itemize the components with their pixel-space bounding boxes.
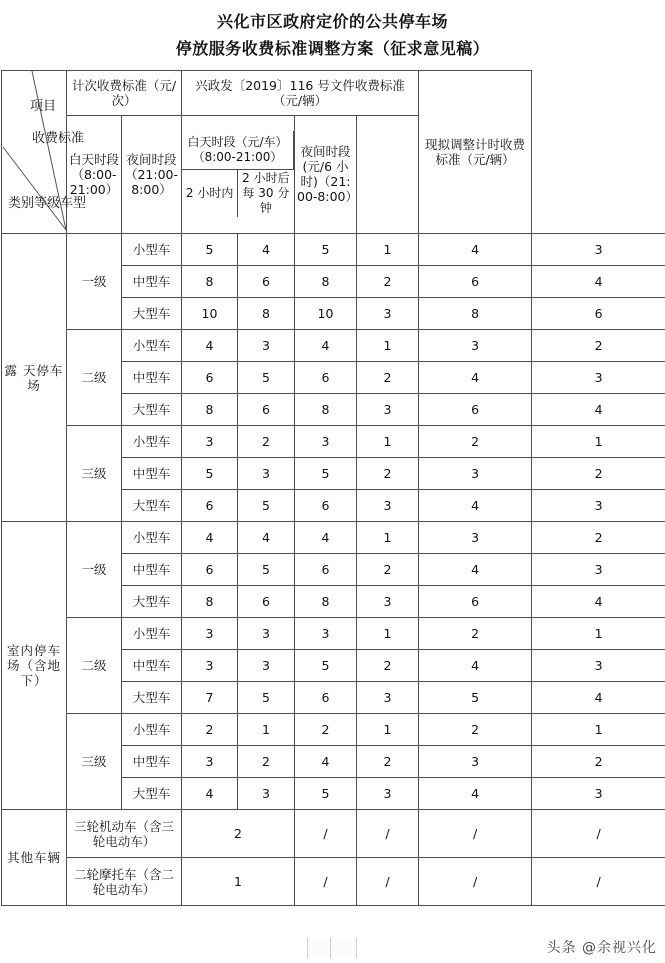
fee-value: 1 <box>532 426 665 458</box>
vehicle-type-label: 三轮机动车（含三轮电动车） <box>67 810 182 858</box>
header-night-2019: 夜间时段(元/6 小时)（21:00-8:00） <box>295 115 357 233</box>
fee-value: 8 <box>182 586 238 618</box>
fee-value: 3 <box>419 458 532 490</box>
fee-value: 2 <box>419 426 532 458</box>
fee-value: 3 <box>357 586 419 618</box>
fee-value: 1 <box>357 522 419 554</box>
fee-value: 3 <box>419 746 532 778</box>
table-row <box>2 234 665 266</box>
vehicle-type-label: 大型车 <box>122 394 182 426</box>
vehicle-type-label: 大型车 <box>122 778 182 810</box>
table-row <box>2 858 665 906</box>
fee-value: 4 <box>532 586 665 618</box>
fee-value: 2 <box>357 266 419 298</box>
fee-value: 1 <box>357 426 419 458</box>
header-row-groups <box>2 71 665 116</box>
fee-value: / <box>532 810 665 858</box>
vehicle-type-label: 中型车 <box>122 650 182 682</box>
watermark: 头条 @余视兴化 <box>546 940 657 956</box>
fee-value: 1 <box>238 714 295 746</box>
vehicle-type-label: 大型车 <box>122 682 182 714</box>
fee-value: 3 <box>182 650 238 682</box>
fee-value: 2 <box>532 522 665 554</box>
fee-value: 3 <box>295 426 357 458</box>
fee-value: 2 <box>532 458 665 490</box>
fee-value: 6 <box>238 266 295 298</box>
fee-value: 4 <box>419 490 532 522</box>
fee-value: 2 <box>295 714 357 746</box>
fee-value: 2 <box>532 746 665 778</box>
fee-value: 6 <box>238 586 295 618</box>
fee-value: 6 <box>182 362 238 394</box>
level-label: 一级 <box>67 522 122 618</box>
header-day-2019-wrapper <box>182 115 295 233</box>
fee-value: 1 <box>357 618 419 650</box>
fee-value: 8 <box>295 586 357 618</box>
fee-value: 4 <box>532 682 665 714</box>
fee-value: / <box>419 858 532 906</box>
header-after-2h: 2 小时后每 30 分钟 <box>238 170 294 218</box>
fee-value: 8 <box>295 394 357 426</box>
fee-value: 3 <box>182 426 238 458</box>
fee-value: 1 <box>532 714 665 746</box>
fee-value: / <box>357 810 419 858</box>
fee-value: 8 <box>295 266 357 298</box>
fee-value: 2 <box>419 618 532 650</box>
fee-value: 2 <box>238 746 295 778</box>
vehicle-type-label: 小型车 <box>122 522 182 554</box>
level-label: 二级 <box>67 618 122 714</box>
fee-value: 4 <box>419 554 532 586</box>
fee-value: 3 <box>357 298 419 330</box>
vehicle-type-label: 中型车 <box>122 554 182 586</box>
fee-value: 5 <box>238 490 295 522</box>
corner-project-label: 项目 <box>29 99 56 114</box>
fee-value: 3 <box>238 458 295 490</box>
section-label-1: 室内停车场（含地下） <box>2 522 67 810</box>
title-line-1: 兴化市区政府定价的公共停车场 <box>216 12 448 31</box>
fee-value: 3 <box>295 618 357 650</box>
fee-value: / <box>295 858 357 906</box>
fee-value: 1 <box>532 618 665 650</box>
table-row <box>2 426 665 458</box>
vehicle-type-label: 中型车 <box>122 362 182 394</box>
fee-value: 1 <box>357 714 419 746</box>
fee-value: 3 <box>357 682 419 714</box>
fee-value: 4 <box>182 330 238 362</box>
fee-value: 3 <box>357 490 419 522</box>
fee-value: / <box>295 810 357 858</box>
fee-value: 4 <box>419 362 532 394</box>
fee-value: 8 <box>182 394 238 426</box>
header-group-per-time: 计次收费标准（元/次） <box>67 71 182 116</box>
header-day-per-time: 白天时段（8:00-21:00） <box>67 115 122 233</box>
fee-value: 3 <box>238 650 295 682</box>
fee-value: 2 <box>357 554 419 586</box>
fee-value: 6 <box>295 362 357 394</box>
fee-value: 3 <box>182 618 238 650</box>
header-group-doc-2019: 兴政发〔2019〕116 号文件收费标准（元/辆） <box>182 71 419 116</box>
vehicle-type-label: 大型车 <box>122 298 182 330</box>
fee-value: 5 <box>238 362 295 394</box>
fee-value: / <box>357 858 419 906</box>
fee-value: 3 <box>532 234 665 266</box>
parking-fee-table <box>1 70 665 906</box>
fee-value: 3 <box>532 362 665 394</box>
fee-value: 3 <box>532 778 665 810</box>
fee-value: 4 <box>419 234 532 266</box>
fee-value: 4 <box>238 522 295 554</box>
fee-value: 2 <box>357 362 419 394</box>
fee-value: 6 <box>182 554 238 586</box>
fee-value: 2 <box>357 458 419 490</box>
fee-value: 2 <box>238 426 295 458</box>
level-label: 一级 <box>67 234 122 330</box>
vehicle-type-label: 小型车 <box>122 234 182 266</box>
fee-value: 3 <box>357 778 419 810</box>
corner-category-label: 类别等级车型 <box>8 196 87 211</box>
fee-value: 4 <box>532 394 665 426</box>
fee-value: 3 <box>238 330 295 362</box>
vehicle-type-label: 中型车 <box>122 746 182 778</box>
corner-header-cell <box>2 71 87 234</box>
header-row-subcolumns <box>2 115 665 233</box>
fee-value: 2 <box>357 746 419 778</box>
fee-value: 3 <box>532 490 665 522</box>
fee-value: 5 <box>238 554 295 586</box>
fee-value: 6 <box>295 554 357 586</box>
fee-value: 3 <box>419 522 532 554</box>
vehicle-type-label: 大型车 <box>122 490 182 522</box>
fee-value: 6 <box>419 586 532 618</box>
other-vehicles-label: 其他车辆 <box>2 810 67 906</box>
fee-value: 4 <box>532 266 665 298</box>
header-within-2h: 2 小时内 <box>182 170 238 218</box>
fee-value: / <box>419 810 532 858</box>
fee-value-merged: 1 <box>182 858 295 906</box>
table-row <box>2 714 665 746</box>
fee-value: 3 <box>532 554 665 586</box>
fee-value: 5 <box>295 458 357 490</box>
title-line-2: 停放服务收费标准调整方案（征求意见稿） <box>175 39 490 58</box>
fee-value: 6 <box>295 490 357 522</box>
vehicle-type-label: 大型车 <box>122 586 182 618</box>
fee-value: 10 <box>182 298 238 330</box>
fee-value: 5 <box>295 650 357 682</box>
fee-value: 4 <box>295 330 357 362</box>
fee-value: 5 <box>182 458 238 490</box>
table-row <box>2 330 665 362</box>
level-label: 三级 <box>67 714 122 810</box>
fee-value: 2 <box>532 330 665 362</box>
fee-value: 5 <box>295 778 357 810</box>
fee-value: 5 <box>295 234 357 266</box>
fee-value: 6 <box>182 490 238 522</box>
fee-value: 3 <box>419 330 532 362</box>
fee-value: 1 <box>357 330 419 362</box>
scan-artifact <box>307 938 357 958</box>
fee-value: 6 <box>238 394 295 426</box>
fee-value: 4 <box>182 522 238 554</box>
vehicle-type-label: 中型车 <box>122 458 182 490</box>
fee-value: 3 <box>238 618 295 650</box>
vehicle-type-label: 中型车 <box>122 266 182 298</box>
fee-value: 3 <box>238 778 295 810</box>
page-title <box>0 0 665 62</box>
header-day-2019: 白天时段（元/车）（8:00-21:00） <box>182 131 294 170</box>
fee-value: 3 <box>357 394 419 426</box>
fee-value: 5 <box>419 682 532 714</box>
fee-value: 2 <box>182 714 238 746</box>
fee-value: 7 <box>182 682 238 714</box>
vehicle-type-label: 小型车 <box>122 426 182 458</box>
fee-value: 4 <box>419 778 532 810</box>
fee-value: 5 <box>238 682 295 714</box>
fee-value-merged: 2 <box>182 810 295 858</box>
vehicle-type-label: 小型车 <box>122 714 182 746</box>
fee-value: 6 <box>419 394 532 426</box>
header-night-per-time: 夜间时段（21:00-8:00） <box>122 115 182 233</box>
level-label: 三级 <box>67 426 122 522</box>
fee-value: 5 <box>182 234 238 266</box>
vehicle-type-label: 小型车 <box>122 330 182 362</box>
level-label: 二级 <box>67 330 122 426</box>
corner-fee-label: 收费标准 <box>32 131 85 146</box>
fee-value: 6 <box>295 682 357 714</box>
fee-value: 6 <box>419 266 532 298</box>
fee-value: 2 <box>357 650 419 682</box>
table-row <box>2 522 665 554</box>
fee-value: 3 <box>182 746 238 778</box>
fee-value: 8 <box>182 266 238 298</box>
vehicle-type-label: 二轮摩托车（含二轮电动车） <box>67 858 182 906</box>
fee-value: 4 <box>182 778 238 810</box>
fee-value: 8 <box>238 298 295 330</box>
fee-value: 2 <box>419 714 532 746</box>
fee-value: 4 <box>295 746 357 778</box>
fee-value: / <box>532 858 665 906</box>
fee-value: 1 <box>357 234 419 266</box>
fee-value: 3 <box>532 650 665 682</box>
fee-value: 8 <box>419 298 532 330</box>
table-row <box>2 618 665 650</box>
section-label-0: 露 天停车场 <box>2 234 67 522</box>
fee-value: 10 <box>295 298 357 330</box>
vehicle-type-label: 小型车 <box>122 618 182 650</box>
table-row <box>2 810 665 858</box>
fee-value: 4 <box>238 234 295 266</box>
fee-value: 6 <box>532 298 665 330</box>
fee-value: 4 <box>295 522 357 554</box>
header-group-proposed: 现拟调整计时收费标准（元/辆） <box>419 71 532 234</box>
fee-value: 4 <box>419 650 532 682</box>
